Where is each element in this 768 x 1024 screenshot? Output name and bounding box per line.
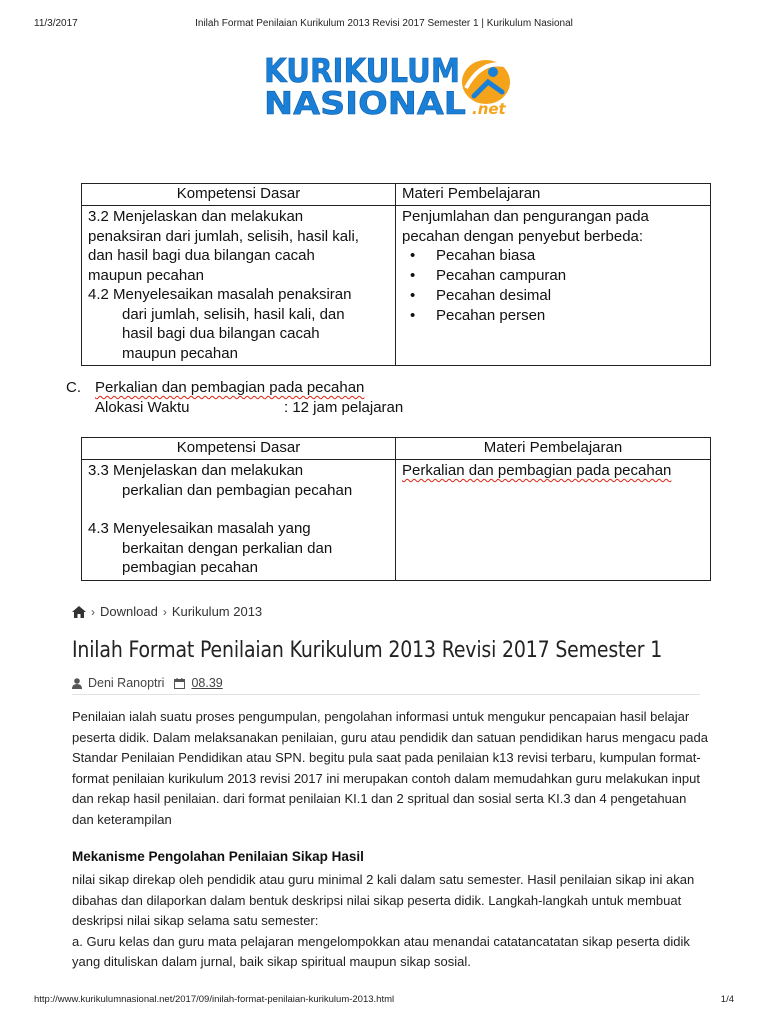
- page-number: 1/4: [720, 994, 734, 1005]
- logo-suffix: .net: [472, 100, 506, 118]
- breadcrumb-kurikulum-2013[interactable]: Kurikulum 2013: [171, 604, 263, 619]
- list-item: • Pecahan biasa: [408, 246, 704, 266]
- list-item: • Pecahan campuran: [408, 266, 704, 286]
- kd-line: 4.3 Menyelesaikan masalah yang: [88, 520, 311, 537]
- logo-emblem-icon: [462, 60, 510, 104]
- kd-line: pembagian pecahan: [122, 559, 258, 576]
- kd-line: penaksiran dari jumlah, selisih, hasil kali,: [88, 227, 359, 245]
- kd-line: maupun pecahan: [122, 344, 238, 362]
- post-time-link[interactable]: 08.39: [191, 676, 223, 690]
- post-paragraph-1: Penilaian ialah suatu proses pengumpulan, pengolahan informasi untuk mengukur pencapaian hasil belajar peserta didik. Dalam melaksanakan penilaian, guru atau pendidik dan satuan pendidikan harus mengacu pada Standar Penilaian Pendidikan atau SPN. begitu pula saat pada penilaian k13 revisi terbaru, kumpulan format-format penilaian kurikulum 2013 revisi 2017 ini merupakan contoh dalam memudahkan guru melakukan input dan rekap hasil penilaian. dari format penilaian KI.1 dan 2 spritual dan sosial serta KI.3 dan 4 pengetahuan dan keterampilan: [72, 709, 708, 827]
- user-icon: [72, 678, 82, 689]
- list-item: • Pecahan desimal: [408, 286, 704, 306]
- kd-line: 4.2 Menyelesaikan masalah penaksiran: [88, 286, 352, 303]
- post-paragraph-3: a. Guru kelas dan guru mata pelajaran mengelompokkan atau menandai catatancatatan sikap peserta didik yang dituliskan dalam jurnal, baik sikap spiritual maupun sikap sosial.: [72, 933, 690, 969]
- kd-line: dan hasil bagi dua bilangan cacah: [88, 247, 315, 264]
- post-meta: [72, 676, 223, 690]
- competency-table-2: [81, 437, 711, 581]
- section-letter: C.: [66, 379, 81, 396]
- meta-divider: [72, 694, 700, 695]
- alloc-label: Alokasi Waktu: [95, 399, 190, 416]
- print-url: http://www.kurikulumnasional.net/2017/09/inilah-format-penilaian-kurikulum-2013.html: [34, 994, 395, 1005]
- chevron-right-icon: ›: [162, 604, 167, 619]
- materi-list: [402, 246, 704, 326]
- home-icon[interactable]: [72, 606, 86, 618]
- competency-table-1: [81, 183, 711, 366]
- section-heading: Mekanisme Pengolahan Penilaian Sikap Hasil: [72, 849, 364, 864]
- print-date: 11/3/2017: [34, 18, 78, 29]
- breadcrumb: [72, 604, 262, 619]
- section-title: Perkalian dan pembagian pada pecahan: [95, 379, 365, 396]
- author-link[interactable]: Deni Ranoptri: [88, 676, 165, 690]
- materi-intro: Penjumlahan dan pengurangan pada pecahan dengan penyebut berbeda:: [402, 208, 649, 245]
- kd-line: perkalian dan pembagian pecahan: [122, 481, 353, 499]
- table1-header-materi: Materi Pembelajaran: [396, 184, 711, 206]
- alloc-value: : 12 jam pelajaran: [284, 399, 404, 416]
- kd-line: 3.2 Menjelaskan dan melakukan: [88, 208, 304, 225]
- table1-materi-cell: [396, 206, 710, 328]
- logo-line2: NASIONAL: [264, 86, 466, 120]
- breadcrumb-download[interactable]: Download: [100, 604, 158, 619]
- site-logo[interactable]: [262, 52, 518, 120]
- post-paragraph-2: nilai sikap direkap oleh pendidik atau guru minimal 2 kali dalam satu semester. Hasil penilaian sikap ini akan dibahas dan dilaporkan dalam bentuk deskripsi nilai sikap peserta didik. Langkah-langkah untuk membuat deskripsi nilai sikap selama satu semester:: [72, 872, 695, 928]
- logo-line1: KURIKULUM: [264, 52, 460, 90]
- chevron-right-icon: ›: [91, 604, 95, 619]
- materi-text: Perkalian dan pembagian pada pecahan: [402, 462, 672, 479]
- post-title: Inilah Format Penilaian Kurikulum 2013 Revisi 2017 Semester 1: [72, 638, 663, 663]
- kd-line: 3.3 Menjelaskan dan melakukan: [88, 462, 304, 479]
- kd-line: berkaitan dengan perkalian dan: [122, 539, 333, 557]
- table2-materi-cell: [396, 460, 710, 483]
- post-body-2: [72, 870, 708, 973]
- calendar-icon: [174, 678, 185, 689]
- table2-header-materi: Materi Pembelajaran: [396, 438, 711, 460]
- table1-kd-cell: [82, 206, 395, 365]
- print-footer: [34, 994, 734, 1008]
- kd-line: dari jumlah, selisih, hasil kali, dan: [122, 305, 345, 323]
- kd-line: hasil bagi dua bilangan cacah: [122, 325, 320, 342]
- table2-kd-cell: [82, 460, 395, 580]
- print-header: [34, 18, 734, 32]
- table2-header-kd: Kompetensi Dasar: [82, 438, 396, 460]
- table1-header-kd: Kompetensi Dasar: [82, 184, 396, 206]
- list-item: • Pecahan persen: [408, 306, 704, 326]
- print-title: Inilah Format Penilaian Kurikulum 2013 Revisi 2017 Semester 1 | Kurikulum Nasional: [195, 18, 573, 29]
- kd-line: maupun pecahan: [88, 266, 204, 284]
